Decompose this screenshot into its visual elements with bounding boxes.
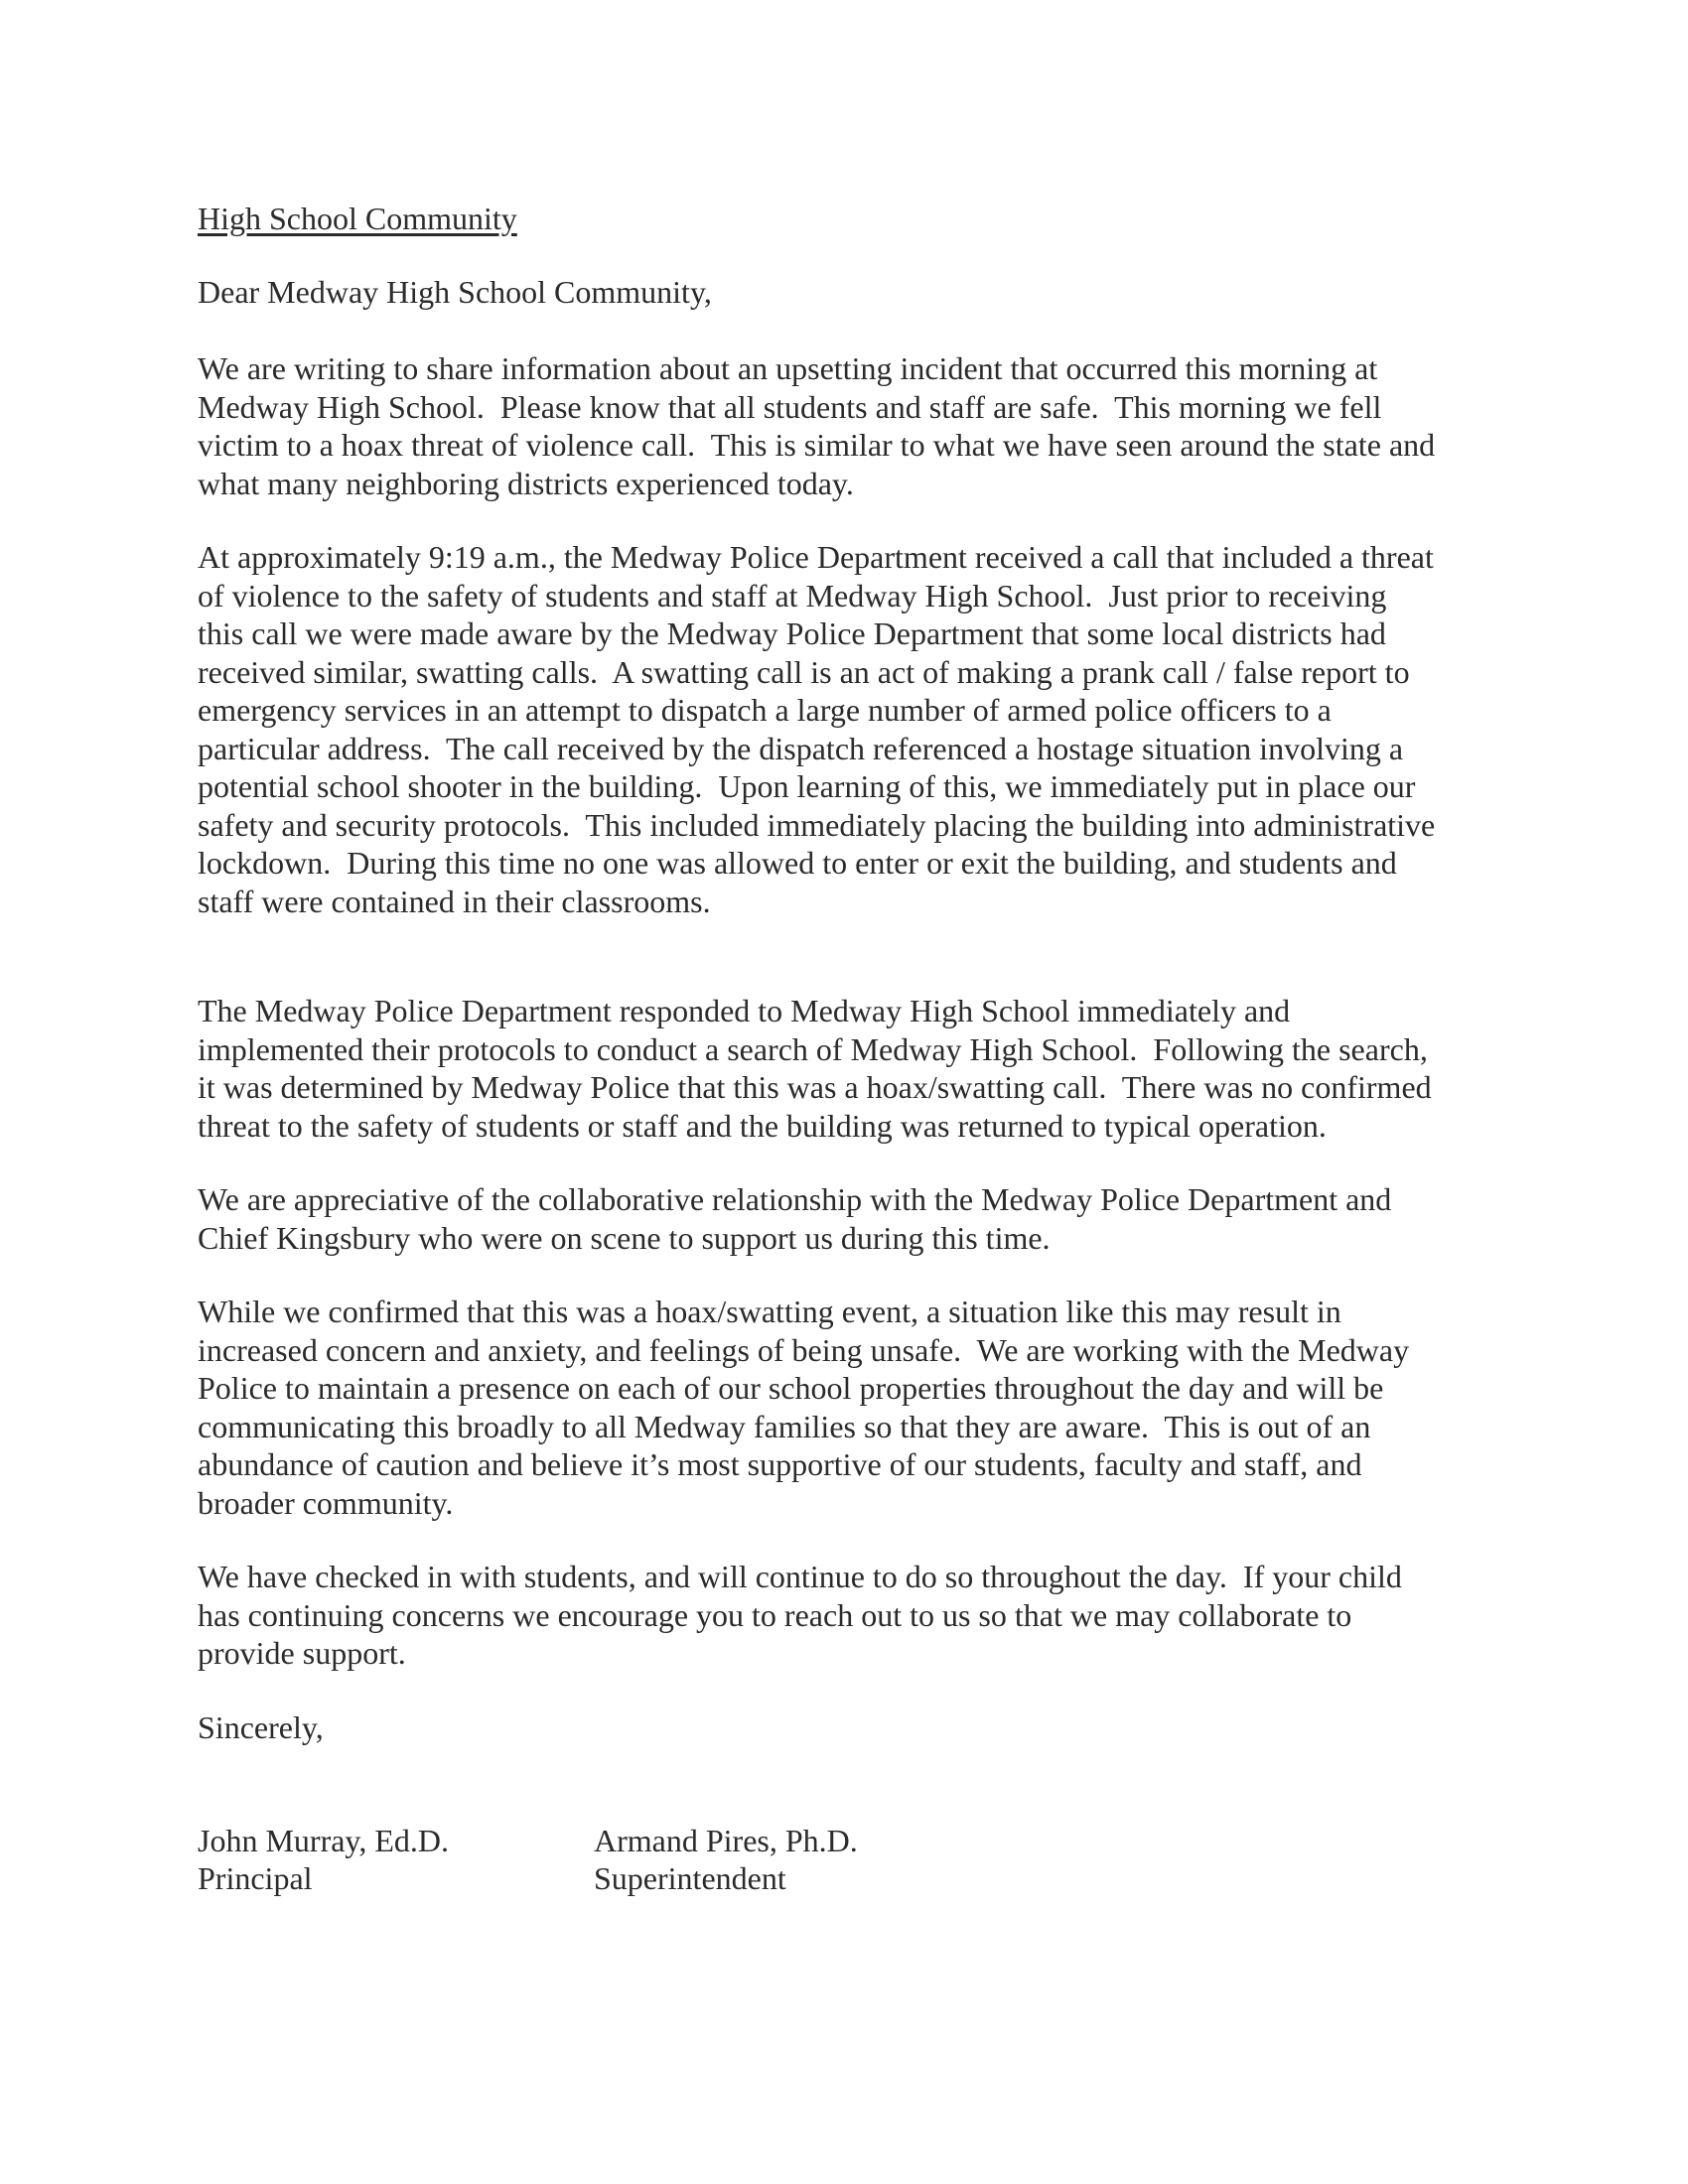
paragraph-support <box>198 1558 1508 1673</box>
salutation: Dear Medway High School Community, <box>198 274 712 310</box>
paragraph-line: We have checked in with students, and will continue to do so throughout the day. If your child <box>198 1559 1402 1594</box>
signatory-title: Superintendent <box>594 1860 786 1896</box>
paragraph-line: Chief Kingsbury who were on scene to support us during this time. <box>198 1219 1051 1256</box>
paragraph-line: this call we were made aware by the Medway Police Department that some local districts had <box>198 615 1386 651</box>
paragraph-police-response <box>198 992 1508 1145</box>
paragraph-line: what many neighboring districts experienced today. <box>198 465 854 501</box>
paragraph-line: provide support. <box>198 1635 406 1671</box>
paragraph-line: While we confirmed that this was a hoax/swatting event, a situation like this may result in <box>198 1294 1341 1329</box>
paragraph-line: safety and security protocols. This included immediately placing the building into administrative <box>198 806 1436 843</box>
paragraph-line: increased concern and anxiety, and feelings of being unsafe. We are working with the Medway <box>198 1331 1410 1368</box>
paragraph-line: At approximately 9:19 a.m., the Medway Police Department received a call that included a threat <box>198 539 1434 575</box>
paragraph-line: has continuing concerns we encourage you to reach out to us so that we may collaborate to <box>198 1596 1352 1633</box>
paragraph-line: lockdown. During this time no one was allowed to enter or exit the building, and students and <box>198 845 1397 881</box>
paragraph-line: broader community. <box>198 1484 454 1521</box>
paragraph-line: staff were contained in their classrooms. <box>198 883 711 919</box>
paragraph-line: communicating this broadly to all Medway families so that they are aware. This is out of an <box>198 1408 1371 1444</box>
paragraph-line: victim to a hoax threat of violence call. This is similar to what we have seen around the state and <box>198 427 1436 463</box>
signatory-superintendent <box>594 1822 858 1898</box>
signatory-name: Armand Pires, Ph.D. <box>594 1822 858 1858</box>
paragraph-intro <box>198 349 1508 502</box>
paragraph-line: threat to the safety of students or staff and the building was returned to typical operation. <box>198 1107 1327 1144</box>
paragraph-incident <box>198 538 1508 920</box>
paragraph-line: it was determined by Medway Police that this was a hoax/swatting call. There was no confirmed <box>198 1069 1432 1105</box>
paragraph-line: potential school shooter in the building. Upon learning of this, we immediately put in place our <box>198 768 1416 804</box>
letter-body <box>198 199 1508 1898</box>
paragraph-appreciation <box>198 1180 1508 1257</box>
paragraph-presence <box>198 1293 1508 1522</box>
paragraph-line: We are writing to share information about an upsetting incident that occurred this morning at <box>198 350 1378 386</box>
closing: Sincerely, <box>198 1708 324 1745</box>
paragraph-line: received similar, swatting calls. A swatting call is an act of making a prank call / false report to <box>198 653 1410 690</box>
paragraph-line: emergency services in an attempt to dispatch a large number of armed police officers to a <box>198 692 1332 728</box>
paragraph-line: The Medway Police Department responded to Medway High School immediately and <box>198 993 1291 1028</box>
paragraph-line: abundance of caution and believe it’s most supportive of our students, faculty and staff, and <box>198 1446 1362 1482</box>
signatory-principal <box>198 1822 594 1898</box>
paragraph-line: We are appreciative of the collaborative relationship with the Medway Police Department and <box>198 1181 1392 1217</box>
paragraph-line: implemented their protocols to conduct a search of Medway High School. Following the search, <box>198 1030 1428 1067</box>
paragraph-line: Medway High School. Please know that all students and staff are safe. This morning we fell <box>198 388 1382 425</box>
signatory-title: Principal <box>198 1860 313 1896</box>
paragraph-line: of violence to the safety of students and staff at Medway High School. Just prior to receiving <box>198 577 1387 614</box>
signatory-name: John Murray, Ed.D. <box>198 1822 449 1858</box>
signature-block <box>198 1822 1508 1898</box>
paragraph-line: Police to maintain a presence on each of our school properties throughout the day and will be <box>198 1370 1384 1406</box>
letter-heading: High School Community <box>198 201 517 236</box>
paragraph-line: particular address. The call received by the dispatch referenced a hostage situation involving a <box>198 730 1404 766</box>
